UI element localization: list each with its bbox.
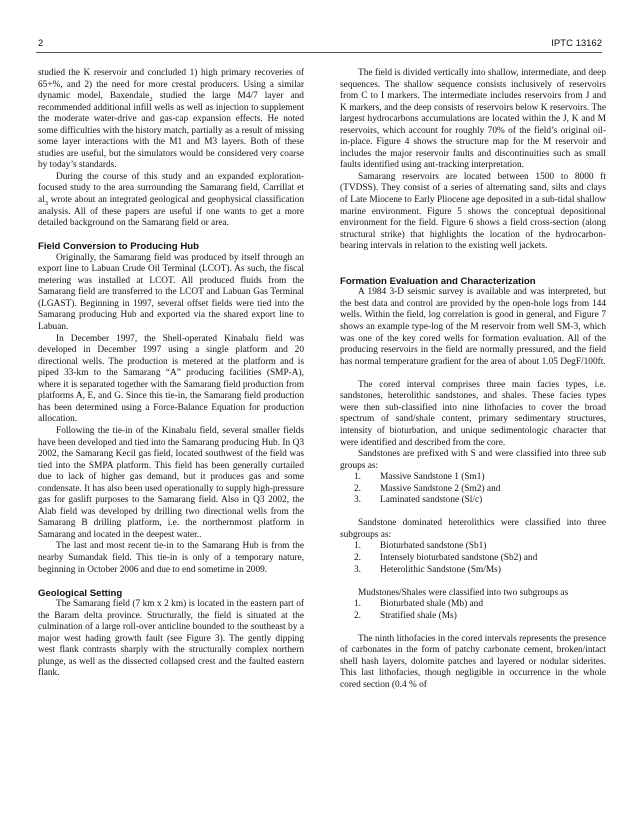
paragraph: Mudstones/Shales were classified into two subgroups as xyxy=(358,587,569,598)
paragraph: The last and most recent tie-in to the Samarang Hub is from the nearby Sumandak field. This tie-in is only of a temporary nature, beginning in October 2006 and due to end sometime in 2009. xyxy=(38,541,304,575)
paragraph: The ninth lithofacies in the cored intervals represents the presence of carbonates in the form of patchy carbonate cement, broken/intact shell hash layers, dolomite patches and layered or nodular siderites. This last lithofacies, though negligible in occurrence in the whole cored section (0.4 % of xyxy=(340,633,606,690)
left-column xyxy=(38,68,304,680)
paragraph: studied the K reservoir and concluded 1) high primary recoveries of 65+%, and 2) the need for more crestal producers. Using a similar dynamic model, Baxendale$_2$ studied the large M4/7 layer and recommended additional infill wells as well as injection to supplement the moderate water-drive and gas-cap expansion effects. He noted some difficulties with the history match, partially as a result of missing some layer interactions with the M1 and M3 layers. Both of these studies are useful, but the simulators would be considered very coarse by today’s standards. xyxy=(38,68,304,171)
list-item: 1. Massive Sandstone 1 (Sm1) xyxy=(354,472,485,483)
paragraph: Sandstone dominated heterolithics were classified into three subgroups as: xyxy=(340,518,606,540)
paragraph: The field is divided vertically into shallow, intermediate, and deep sequences. The shallow sequence consists inclusively of reservoirs from C to I markers. The intermediate includes reservoirs from J and K markers, and the deep consists of reservoirs below K reservoirs. The largest hydrocarbons accumulations are located within the J, K and M reservoirs, which account for roughly 70% of the field’s original oil-in-place. Figure 4 shows the structure map for the M reservoir and includes the major reservoir faults and discontinuities such as small faults identified using ant-tracking interpretation. xyxy=(340,68,606,171)
paragraph: Following the tie-in of the Kinabalu field, several smaller fields have been developed and tied into the Samarang producing Hub. In Q3 2002, the Samarang Kecil gas field, located southwest of the field was tied into the SMPA platform. This field has been generally curtailed due to lack of higher gas demand, but it produces gas and some condensate. It has also been used operationally to supply high-pressure gas for gaslift purposes to the Samarang field. Also in Q3 2002, the Alab field was developed by drilling two directional wells from the Samarang B drilling platform, i.e. the northernmost platform in Samarang and located in the deepest water.. xyxy=(38,425,304,540)
page-number: 2 xyxy=(38,38,44,49)
section-heading: Formation Evaluation and Characterization xyxy=(340,275,536,287)
header-rule xyxy=(36,52,602,53)
right-column xyxy=(340,68,606,692)
section-heading: Field Conversion to Producing Hub xyxy=(38,241,199,253)
paragraph: The cored interval comprises three main facies types, i.e. sandstones, heterolithic sandstones, and shales. These facies types were then sub-classified into nine lithofacies to cover the broad spectrum of sand/shale content, primary sedimentary structures, intensity of bioturbation, and unique sedimentologic character that were identified and described from the core. xyxy=(340,379,606,448)
list-item: 3. Laminated sandstone (Sl/c) xyxy=(354,495,483,506)
paragraph: In December 1997, the Shell-operated Kinabalu field was developed in December 1997 using a single platform and 20 directional wells. The production is metered at the platform and is piped 33-km to the Samarang “A” producing facilities (SMP-A), where it is separated together with the Samarang field production from platforms A, E, and G. Since this tie-in, the Samarang field production has been determined using a Force-Balance Equation for production allocation. xyxy=(38,333,304,425)
list-item: 2. Massive Sandstone 2 (Sm2) and xyxy=(354,483,501,494)
numbered-list xyxy=(340,472,606,507)
paragraph: The Samarang field (7 km x 2 km) is located in the eastern part of the Baram delta province. Structurally, the field is situated at the culmination of a large roll-over anticline bounded to the southeast by a major west hading growth fault (see Figure 3). The gently dipping west flank contrasts sharply with the structurally complex northern plunge, as well as the dissected collapsed crest and the faulted eastern flank. xyxy=(38,599,304,679)
list-item: 2. Stratified shale (Ms) xyxy=(354,610,457,621)
numbered-list xyxy=(340,541,606,576)
numbered-list xyxy=(340,599,606,622)
list-item: 1. Bioturbated sandstone (Sb1) xyxy=(354,541,487,552)
paragraph: During the course of this study and an expanded exploration-focused study to the area surrounding the Samarang field, Carrillat et $al_3$ wrote about an integrated geological and geophysical classification analysis. All of these papers are useful if one wants to get a more detailed background on the Samarang field or area. xyxy=(38,171,304,229)
paper-id: IPTC 13162 xyxy=(551,38,602,49)
paragraph: Originally, the Samarang field was produced by itself through an export line to Labuan Crude Oil Terminal (LCOT). As such, the fiscal metering was installed at LCOT. All produced fluids from the Samarang field are transferred to the LCOT and Labuan Gas Terminal (LGAST). Beginning in 1997, several offset fields were tied into the Samarang producing Hub and exported via the shared export line to Labuan. xyxy=(38,252,304,333)
paragraph: Samarang reservoirs are located between 1500 to 8000 ft (TVDSS). They consist of a series of alternating sand, silts and clays of Late Miocene to Early Pliocene age deposited in a sub-tidal shallow marine environment. Figure 5 shows the conceptual depositional environment for the field. Figure 6 shows a field cross-section (along structural strike) that highlights the location of the hydrocarbon-bearing intervals in relation to the existing well jackets. xyxy=(340,171,606,252)
section-heading: Geological Setting xyxy=(38,587,123,599)
list-item: 3. Heterolithic Sandstone (Sm/Ms) xyxy=(354,564,501,575)
paragraph: Sandstones are prefixed with S and were classified into three sub groups as: xyxy=(340,449,606,471)
list-item: 1. Bioturbated shale (Mb) and xyxy=(354,599,484,610)
paragraph: A 1984 3-D seismic survey is available and was interpreted, but the best data and control are provided by the open-hole logs from 144 wells. Within the field, log correlation is good in general, and Figure 7 shows an example type-log of the M reservoir from well SM-3, which was one of the key cored wells for formation evaluation. All of the producing reservoirs in the field are normally pressured, and the field has normal temperature gradient for the area of about 1.05 DegF/100ft. xyxy=(340,287,606,367)
list-item: 2. Intensely bioturbated sandstone (Sb2) and xyxy=(354,552,538,563)
